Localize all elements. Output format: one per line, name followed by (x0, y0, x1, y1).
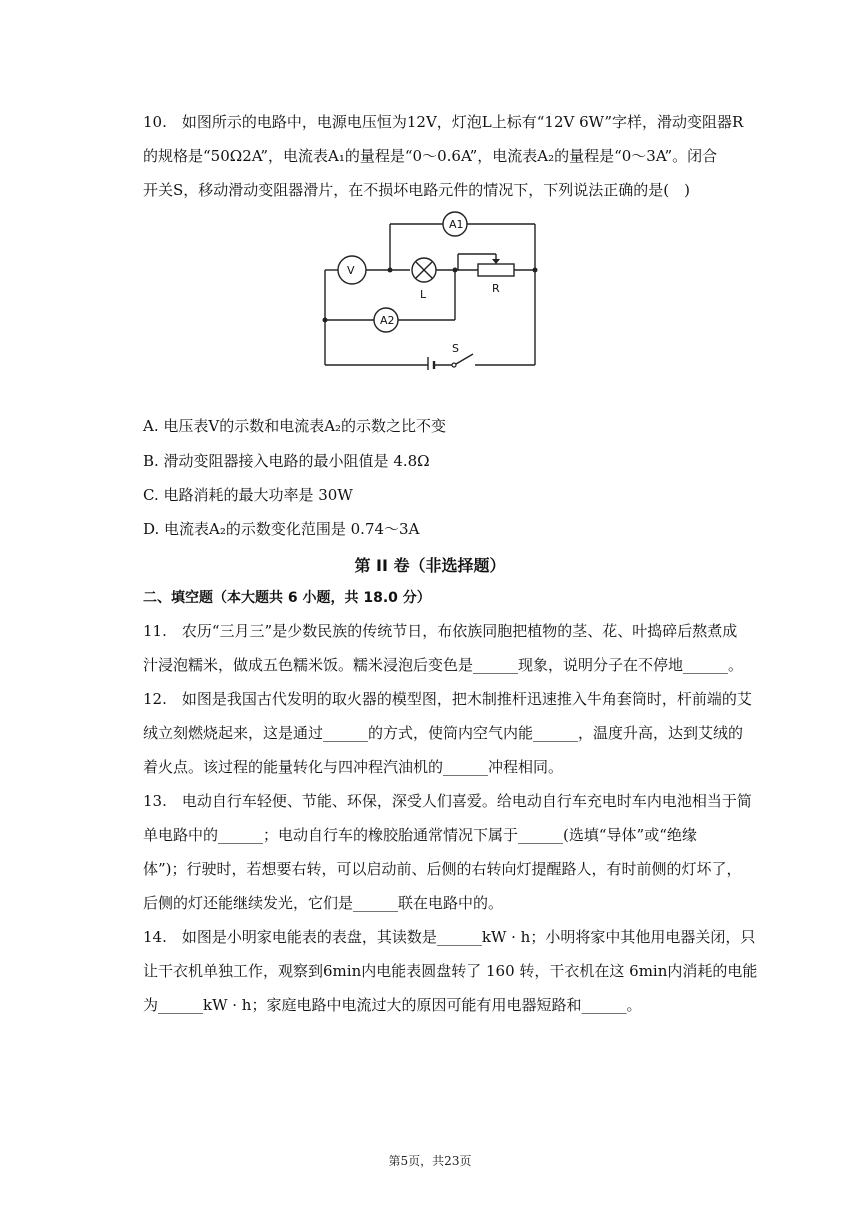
q10-line-2: 的规格是“50Ω2A”，电流表A₁的量程是“0～0.6A”，电流表A₂的量程是“0～3A”。闭合 (143, 147, 718, 165)
ammeter-a2-text: A2 (380, 314, 395, 327)
q11-line-2: 汁浸泡糯米，做成五色糯米饭。糯米浸泡后变色是______现象，说明分子在不停地______。 (143, 656, 744, 674)
q10-option-b: B. 滑动变阻器接入电路的最小阻值是 4.8Ω (143, 452, 430, 470)
circuit-diagram (300, 200, 550, 370)
junction-dot (533, 268, 538, 273)
ammeter-a1-text: A1 (449, 218, 464, 231)
q10-line-1: 10. 如图所示的电路中，电源电压恒为12V，灯泡L上标有“12V 6W”字样，滑动变阻器R (143, 113, 744, 131)
q11-line-1: 11. 农历“三月三”是少数民族的传统节日，布依族同胞把植物的茎、花、叶捣碎后熬煮成 (143, 622, 738, 640)
switch-label (452, 342, 459, 355)
q12-line-1: 12. 如图是我国古代发明的取火器的模型图，把木制推杆迅速推入牛角套筒时，杆前端的艾 (143, 690, 752, 708)
q13-line-4: 后侧的灯还能继续发光，它们是______联在电路中的。 (143, 894, 504, 912)
q12-line-3: 着火点。该过程的能量转化与四冲程汽油机的______冲程相同。 (143, 758, 564, 776)
q12-line-2: 绒立刻燃烧起来，这是通过______的方式，使筒内空气内能______，温度升高，达到艾绒的 (143, 724, 744, 742)
q10-option-d: D. 电流表A₂的示数变化范围是 0.74～3A (143, 520, 420, 538)
q14-line-1: 14. 如图是小明家电能表的表盘，其读数是______kW · h；小明将家中其他用电器关闭，只 (143, 928, 756, 946)
q13-line-2: 单电路中的______；电动自行车的橡胶胎通常情况下属于______(选填“导体”或“绝缘 (143, 826, 697, 844)
voltmeter-label (347, 264, 355, 277)
page-footer: 第5页，共23页 (388, 1154, 472, 1168)
lamp-text: L (420, 288, 427, 301)
q10-option-a: A. 电压表V的示数和电流表A₂的示数之比不变 (143, 417, 447, 435)
ammeter-a1-label (449, 218, 464, 231)
ammeter-a2-label (380, 314, 395, 327)
rheostat-arrow (492, 259, 500, 264)
switch-blade (456, 354, 473, 364)
section-heading: 二、填空题（本大题共 6 小题，共 18.0 分） (143, 590, 431, 606)
section-title: 第 II 卷（非选择题） (354, 556, 506, 575)
junction-dot (453, 268, 458, 273)
q14-line-3: 为______kW · h；家庭电路中电流过大的原因可能有用电器短路和______。 (143, 996, 642, 1014)
junction-dot (388, 268, 393, 273)
q10-line-3: 开关S，移动滑动变阻器滑片，在不损坏电路元件的情况下，下列说法正确的是( ) (143, 181, 690, 199)
rheostat-symbol (478, 264, 514, 276)
q10-option-c: C. 电路消耗的最大功率是 30W (143, 486, 353, 504)
q14-line-2: 让干衣机单独工作，观察到6min内电能表圆盘转了 160 转，干衣机在这 6min内消耗的电能 (143, 962, 758, 980)
lamp-label (420, 288, 427, 301)
rheostat-label (492, 282, 500, 295)
rheostat-text: R (492, 282, 500, 295)
switch-contact (452, 363, 456, 367)
q13-line-3: 体”)；行驶时，若想要右转，可以启动前、后侧的右转向灯提醒路人，有时前侧的灯坏了， (143, 860, 742, 878)
junction-dot (323, 318, 328, 323)
voltmeter-text: V (347, 264, 355, 277)
q13-line-1: 13. 电动自行车轻便、节能、环保，深受人们喜爱。给电动自行车充电时车内电池相当于简 (143, 792, 752, 810)
switch-text: S (452, 342, 459, 355)
